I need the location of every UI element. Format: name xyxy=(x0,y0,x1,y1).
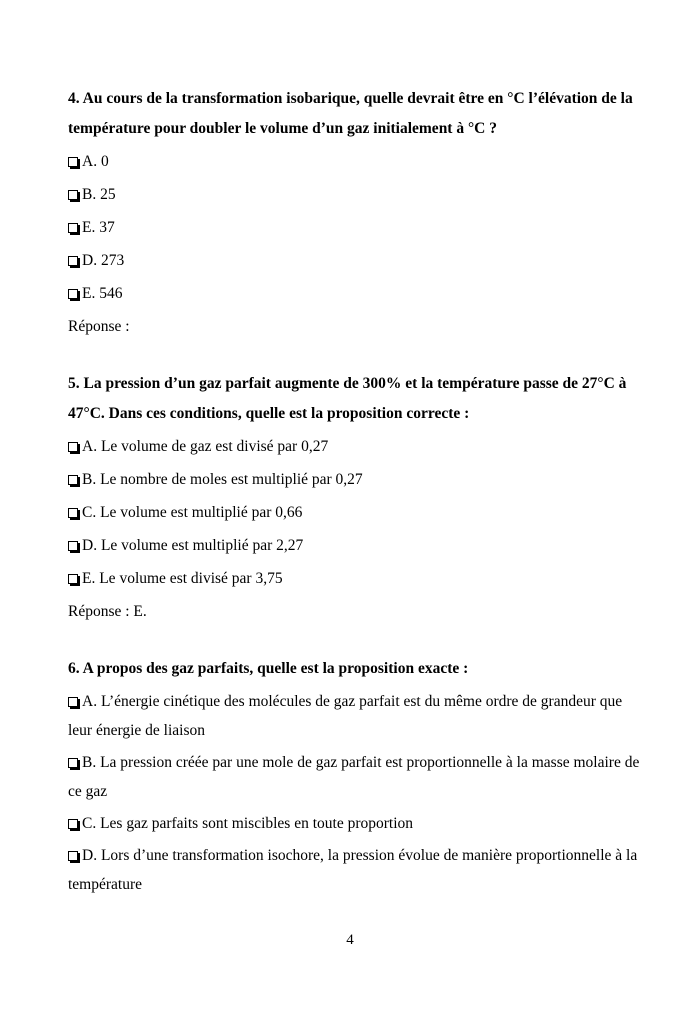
answer-line: Réponse : xyxy=(68,318,130,335)
checkbox-icon[interactable] xyxy=(68,442,78,452)
option-item[interactable] xyxy=(68,748,648,806)
page-number: 4 xyxy=(346,932,354,948)
option-label: D. 273 xyxy=(82,252,125,269)
checkbox-icon[interactable] xyxy=(68,190,78,200)
checkbox-icon[interactable] xyxy=(68,256,78,266)
checkbox-icon[interactable] xyxy=(68,819,78,829)
question-title: 5. La pression d’un gaz parfait augmente de 300% et la température passe de 27°C à 47°C. Dans ces conditions, quelle est la proposition correcte : xyxy=(68,375,627,422)
option-label: C. Les gaz parfaits sont miscibles en toute proportion xyxy=(82,815,414,832)
option-item[interactable] xyxy=(68,841,648,899)
option-item[interactable] xyxy=(68,564,648,594)
question-title: 6. A propos des gaz parfaits, quelle est la proposition exacte : xyxy=(68,660,469,677)
option-item[interactable] xyxy=(68,809,648,838)
option-item[interactable] xyxy=(68,279,648,309)
option-label: C. Le volume est multiplié par 0,66 xyxy=(82,504,303,521)
option-label: E. Le volume est divisé par 3,75 xyxy=(82,570,283,587)
option-item[interactable] xyxy=(68,465,648,495)
checkbox-icon[interactable] xyxy=(68,157,78,167)
option-label: B. La pression créée par une mole de gaz parfait est proportionnelle à la masse molaire de ce gaz xyxy=(68,754,640,800)
checkbox-icon[interactable] xyxy=(68,223,78,233)
checkbox-icon[interactable] xyxy=(68,574,78,584)
question-4 xyxy=(68,84,648,342)
option-label: A. 0 xyxy=(82,153,109,170)
option-item[interactable] xyxy=(68,687,648,745)
checkbox-icon[interactable] xyxy=(68,851,78,861)
option-item[interactable] xyxy=(68,432,648,462)
checkbox-icon[interactable] xyxy=(68,508,78,518)
option-label: A. Le volume de gaz est divisé par 0,27 xyxy=(82,438,329,455)
option-label: B. 25 xyxy=(82,186,116,203)
option-label: A. L’énergie cinétique des molécules de gaz parfait est du même ordre de grandeur que leur énergie de liaison xyxy=(68,693,623,739)
document-page xyxy=(68,84,648,899)
checkbox-icon[interactable] xyxy=(68,541,78,551)
option-item[interactable] xyxy=(68,213,648,243)
answer-line: Réponse : E. xyxy=(68,603,147,620)
question-5 xyxy=(68,369,648,627)
checkbox-icon[interactable] xyxy=(68,475,78,485)
option-label: B. Le nombre de moles est multiplié par 0,27 xyxy=(82,471,363,488)
option-item[interactable] xyxy=(68,498,648,528)
option-item[interactable] xyxy=(68,147,648,177)
option-item[interactable] xyxy=(68,246,648,276)
question-title: 4. Au cours de la transformation isobarique, quelle devrait être en °C l’élévation de la température pour doubler le volume d’un gaz initialement à °C ? xyxy=(68,90,633,137)
checkbox-icon[interactable] xyxy=(68,289,78,299)
option-item[interactable] xyxy=(68,180,648,210)
option-label: E. 546 xyxy=(82,285,123,302)
checkbox-icon[interactable] xyxy=(68,758,78,768)
checkbox-icon[interactable] xyxy=(68,697,78,707)
option-item[interactable] xyxy=(68,531,648,561)
option-label: D. Le volume est multiplié par 2,27 xyxy=(82,537,304,554)
option-label: D. Lors d’une transformation isochore, la pression évolue de manière proportionnelle à la température xyxy=(68,847,638,893)
option-label: E. 37 xyxy=(82,219,115,236)
question-6 xyxy=(68,654,648,899)
